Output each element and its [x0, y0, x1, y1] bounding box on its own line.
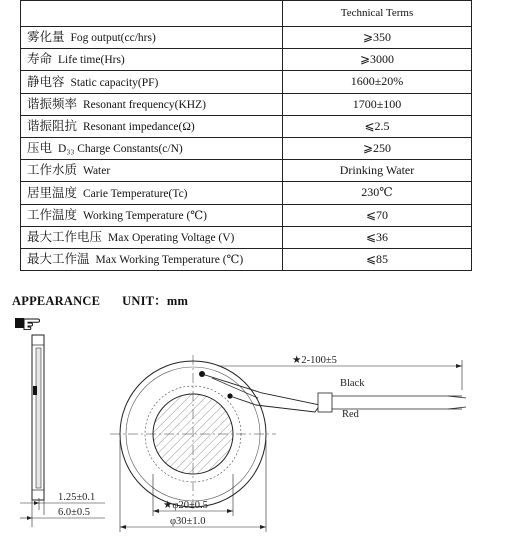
value-cell: ⩽36 — [283, 226, 472, 248]
param-cell — [21, 137, 283, 159]
param-name-zh: 雾化量 — [27, 29, 65, 45]
param-name-en: Static capacity(PF) — [70, 76, 159, 89]
value-cell: ⩽70 — [283, 204, 472, 226]
dim-inner-dia: ★φ20±0.5 — [163, 500, 208, 511]
spec-row — [21, 27, 472, 49]
param-name-en: Life time(Hrs) — [58, 54, 125, 67]
appearance-drawing — [0, 330, 526, 543]
param-cell — [21, 71, 283, 93]
param-cell — [21, 27, 283, 49]
param-name-zh: 工作水质 — [27, 162, 78, 178]
value-cell: ⩽2.5 — [283, 115, 472, 137]
value-cell: ⩾3000 — [283, 49, 472, 71]
param-name-zh: 压电 — [27, 140, 53, 156]
param-name-zh: 最大工作温 — [27, 251, 90, 267]
param-cell — [21, 182, 283, 204]
param-name-en: Resonant impedance(Ω) — [83, 121, 195, 134]
header-left-cell — [21, 1, 283, 27]
spec-row — [21, 93, 472, 115]
param-cell — [21, 204, 283, 226]
spec-row — [21, 248, 472, 270]
pointing-hand-icon — [14, 316, 40, 330]
param-cell — [21, 160, 283, 182]
spec-row — [21, 49, 472, 71]
dim-outer-dia: φ30±1.0 — [170, 516, 206, 527]
value-cell: ⩾250 — [283, 137, 472, 159]
appearance-heading — [12, 291, 188, 309]
param-name-en: D₃₃ Charge Constants(c/N) — [58, 143, 183, 156]
param-cell — [21, 248, 283, 270]
param-name-en: Water — [83, 165, 111, 178]
dim-thickness: 1.25±0.1 — [58, 492, 96, 503]
value-cell: ⩽85 — [283, 248, 472, 270]
param-name-en: Working Temperature (℃) — [83, 209, 207, 222]
param-cell — [21, 49, 283, 71]
unit-label: UNIT：mm — [122, 294, 189, 308]
spec-row — [21, 160, 472, 182]
param-name-en: Resonant frequency(KHZ) — [83, 98, 206, 111]
header-title: Technical Terms — [283, 1, 472, 27]
value-cell: 1700±100 — [283, 93, 472, 115]
spec-row — [21, 137, 472, 159]
appearance-title: APPEARANCE — [12, 294, 101, 308]
param-name-zh: 居里温度 — [27, 184, 78, 200]
dim-wire: ★2-100±5 — [292, 355, 337, 366]
value-cell: ⩾350 — [283, 27, 472, 49]
spec-row — [21, 115, 472, 137]
param-name-en: Max Operating Voltage (V) — [108, 231, 235, 244]
spec-row — [21, 71, 472, 93]
spec-table-header — [21, 1, 472, 27]
value-cell: 1600±20% — [283, 71, 472, 93]
spec-row — [21, 226, 472, 248]
param-name-zh: 谐振频率 — [27, 95, 78, 111]
param-cell — [21, 226, 283, 248]
spec-row — [21, 204, 472, 226]
param-name-en: Max Working Temperature (℃) — [95, 254, 244, 267]
spec-table — [20, 0, 472, 271]
param-name-zh: 谐振阻抗 — [27, 118, 78, 134]
wire-black-label: Black — [340, 378, 365, 389]
spec-row — [21, 182, 472, 204]
param-cell — [21, 115, 283, 137]
param-cell — [21, 93, 283, 115]
wire-red-label: Red — [342, 409, 359, 420]
param-name-zh: 寿命 — [27, 51, 53, 67]
param-name-zh: 工作温度 — [27, 206, 78, 222]
param-name-en: Carie Temperature(Tc) — [83, 187, 188, 200]
param-name-en: Fog output(cc/hrs) — [70, 32, 156, 45]
param-name-zh: 静电容 — [27, 73, 65, 89]
value-cell: Drinking Water — [283, 160, 472, 182]
dim-total: 6.0±0.5 — [58, 507, 91, 518]
param-name-zh: 最大工作电压 — [27, 228, 103, 244]
value-cell: 230℃ — [283, 182, 472, 204]
